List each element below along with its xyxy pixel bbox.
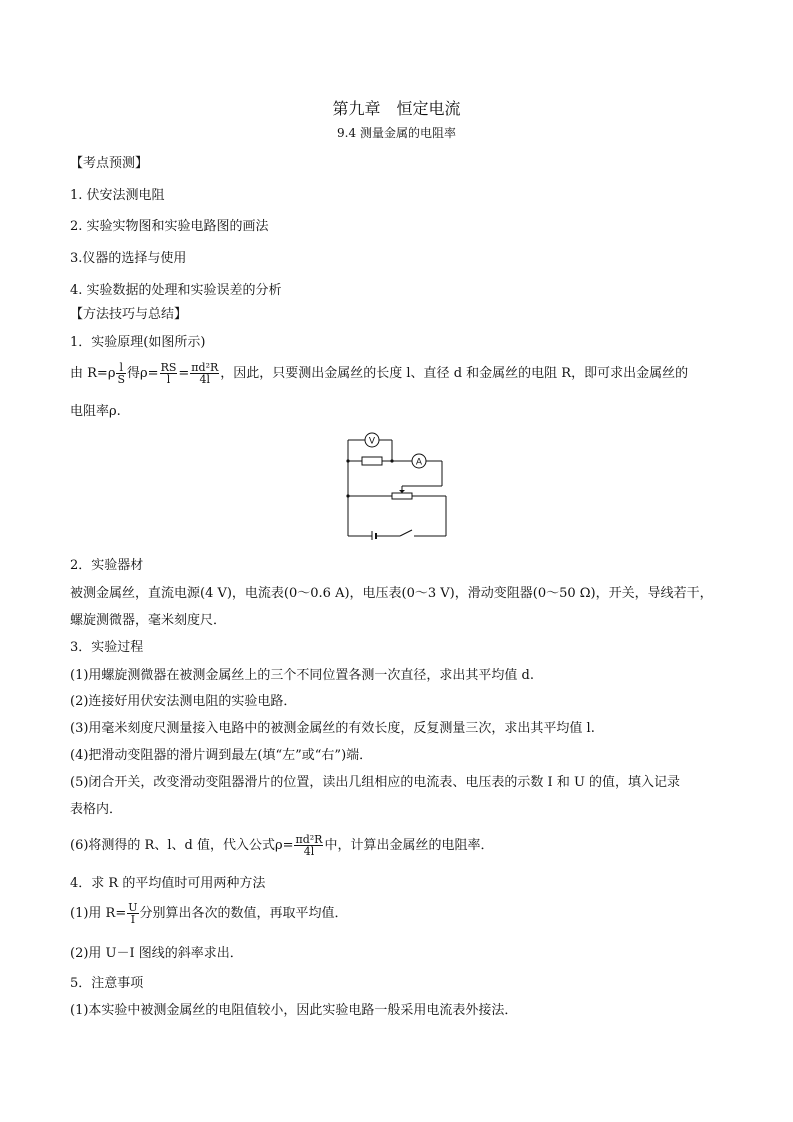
exam-point-item: 1. 伏安法测电阻 — [70, 188, 165, 203]
voltmeter-label: V — [368, 436, 376, 447]
procedure-item: 表格内． — [70, 802, 123, 817]
exam-points-heading: 【考点预测】 — [70, 156, 149, 171]
procedure-item-6 — [70, 834, 493, 858]
fraction-numerator: RS — [160, 361, 177, 374]
formula-text: 分别算出各次的数值，再取平均值． — [139, 906, 348, 921]
procedure-item: (4)把滑动变阻器的滑片调到最左(填“左”或“右”)端． — [70, 748, 373, 763]
section-5-heading: 5．注意事项 — [70, 976, 144, 991]
exam-point-item: 4. 实验数据的处理和实验误差的分析 — [70, 283, 282, 298]
fraction-l-over-s — [116, 362, 126, 385]
equipment-line-1: 被测金属丝，直流电源(4 V)，电流表(0～0.6 A)，电压表(0～3 V)，滑动变阻器(0～50 Ω)，开关，导线若干， — [70, 586, 713, 601]
fraction-resistivity — [294, 834, 323, 857]
average-method-1 — [70, 902, 348, 926]
formula-text: 中，计算出金属丝的电阻率． — [324, 838, 494, 853]
formula-text: (6)将测得的 R、l、d 值，代入公式ρ= — [70, 838, 294, 853]
formula-text: 得ρ= — [127, 366, 159, 381]
precaution-item: (1)本实验中被测金属丝的电阻值较小，因此实验电路一般采用电流表外接法． — [70, 1003, 518, 1018]
fraction-denominator: 4l — [303, 845, 315, 858]
section-2-heading: 2．实验器材 — [70, 558, 144, 573]
section-4-heading: 4．求 R 的平均值时可用两种方法 — [70, 876, 266, 891]
fraction-denominator: I — [130, 913, 136, 926]
fraction-numerator: πd²R — [295, 833, 323, 846]
fraction-numerator: l — [116, 362, 126, 374]
fraction-denominator: l — [166, 373, 171, 386]
principle-formula-line — [70, 362, 688, 386]
fraction-denominator: S — [117, 373, 126, 386]
formula-text: ，因此，只要测出金属丝的长度 l、直径 d 和金属丝的电阻 R，即可求出金属丝的 — [220, 366, 689, 381]
exam-point-item: 2. 实验实物图和实验电路图的画法 — [70, 219, 269, 234]
equipment-line-2: 螺旋测微器，毫米刻度尺． — [70, 613, 227, 628]
exam-point-item: 3.仪器的选择与使用 — [70, 251, 187, 266]
resistor-icon — [362, 457, 382, 465]
fraction-resistivity — [190, 362, 219, 385]
fraction-numerator: πd²R — [191, 361, 219, 374]
procedure-item: (5)闭合开关，改变滑动变阻器滑片的位置，读出几组相应的电流表、电压表的示数 I 和 U 的值，填入记录 — [70, 775, 681, 790]
circuit-diagram — [340, 432, 452, 540]
formula-text: 由 R=ρ — [70, 366, 116, 381]
methods-heading: 【方法技巧与总结】 — [70, 307, 188, 322]
fraction-denominator: 4l — [199, 373, 211, 386]
fraction-rs-over-l — [160, 362, 178, 385]
procedure-item: (1)用螺旋测微器在被测金属丝上的三个不同位置各测一次直径，求出其平均值 d. — [70, 668, 535, 683]
switch-icon — [400, 530, 412, 536]
formula-text: = — [178, 366, 190, 381]
ammeter-label: A — [415, 457, 423, 468]
fraction-numerator: U — [128, 901, 138, 914]
page-title: 第九章 恒定电流 — [332, 99, 461, 118]
section-1-heading: 1．实验原理(如图所示) — [70, 335, 206, 350]
page-subtitle: 9.4 测量金属的电阻率 — [337, 126, 456, 140]
procedure-item: (3)用毫米刻度尺测量接入电路中的被测金属丝的有效长度，反复测量三次，求出其平均值 l. — [70, 721, 595, 736]
fraction-u-over-i — [127, 902, 138, 925]
formula-text: (1)用 R= — [70, 906, 127, 921]
principle-line-2: 电阻率ρ. — [70, 404, 121, 419]
average-method-2: (2)用 U－I 图线的斜率求出． — [70, 946, 243, 961]
rheostat-icon — [392, 493, 412, 499]
section-3-heading: 3．实验过程 — [70, 640, 144, 655]
procedure-item: (2)连接好用伏安法测电阻的实验电路． — [70, 694, 297, 709]
